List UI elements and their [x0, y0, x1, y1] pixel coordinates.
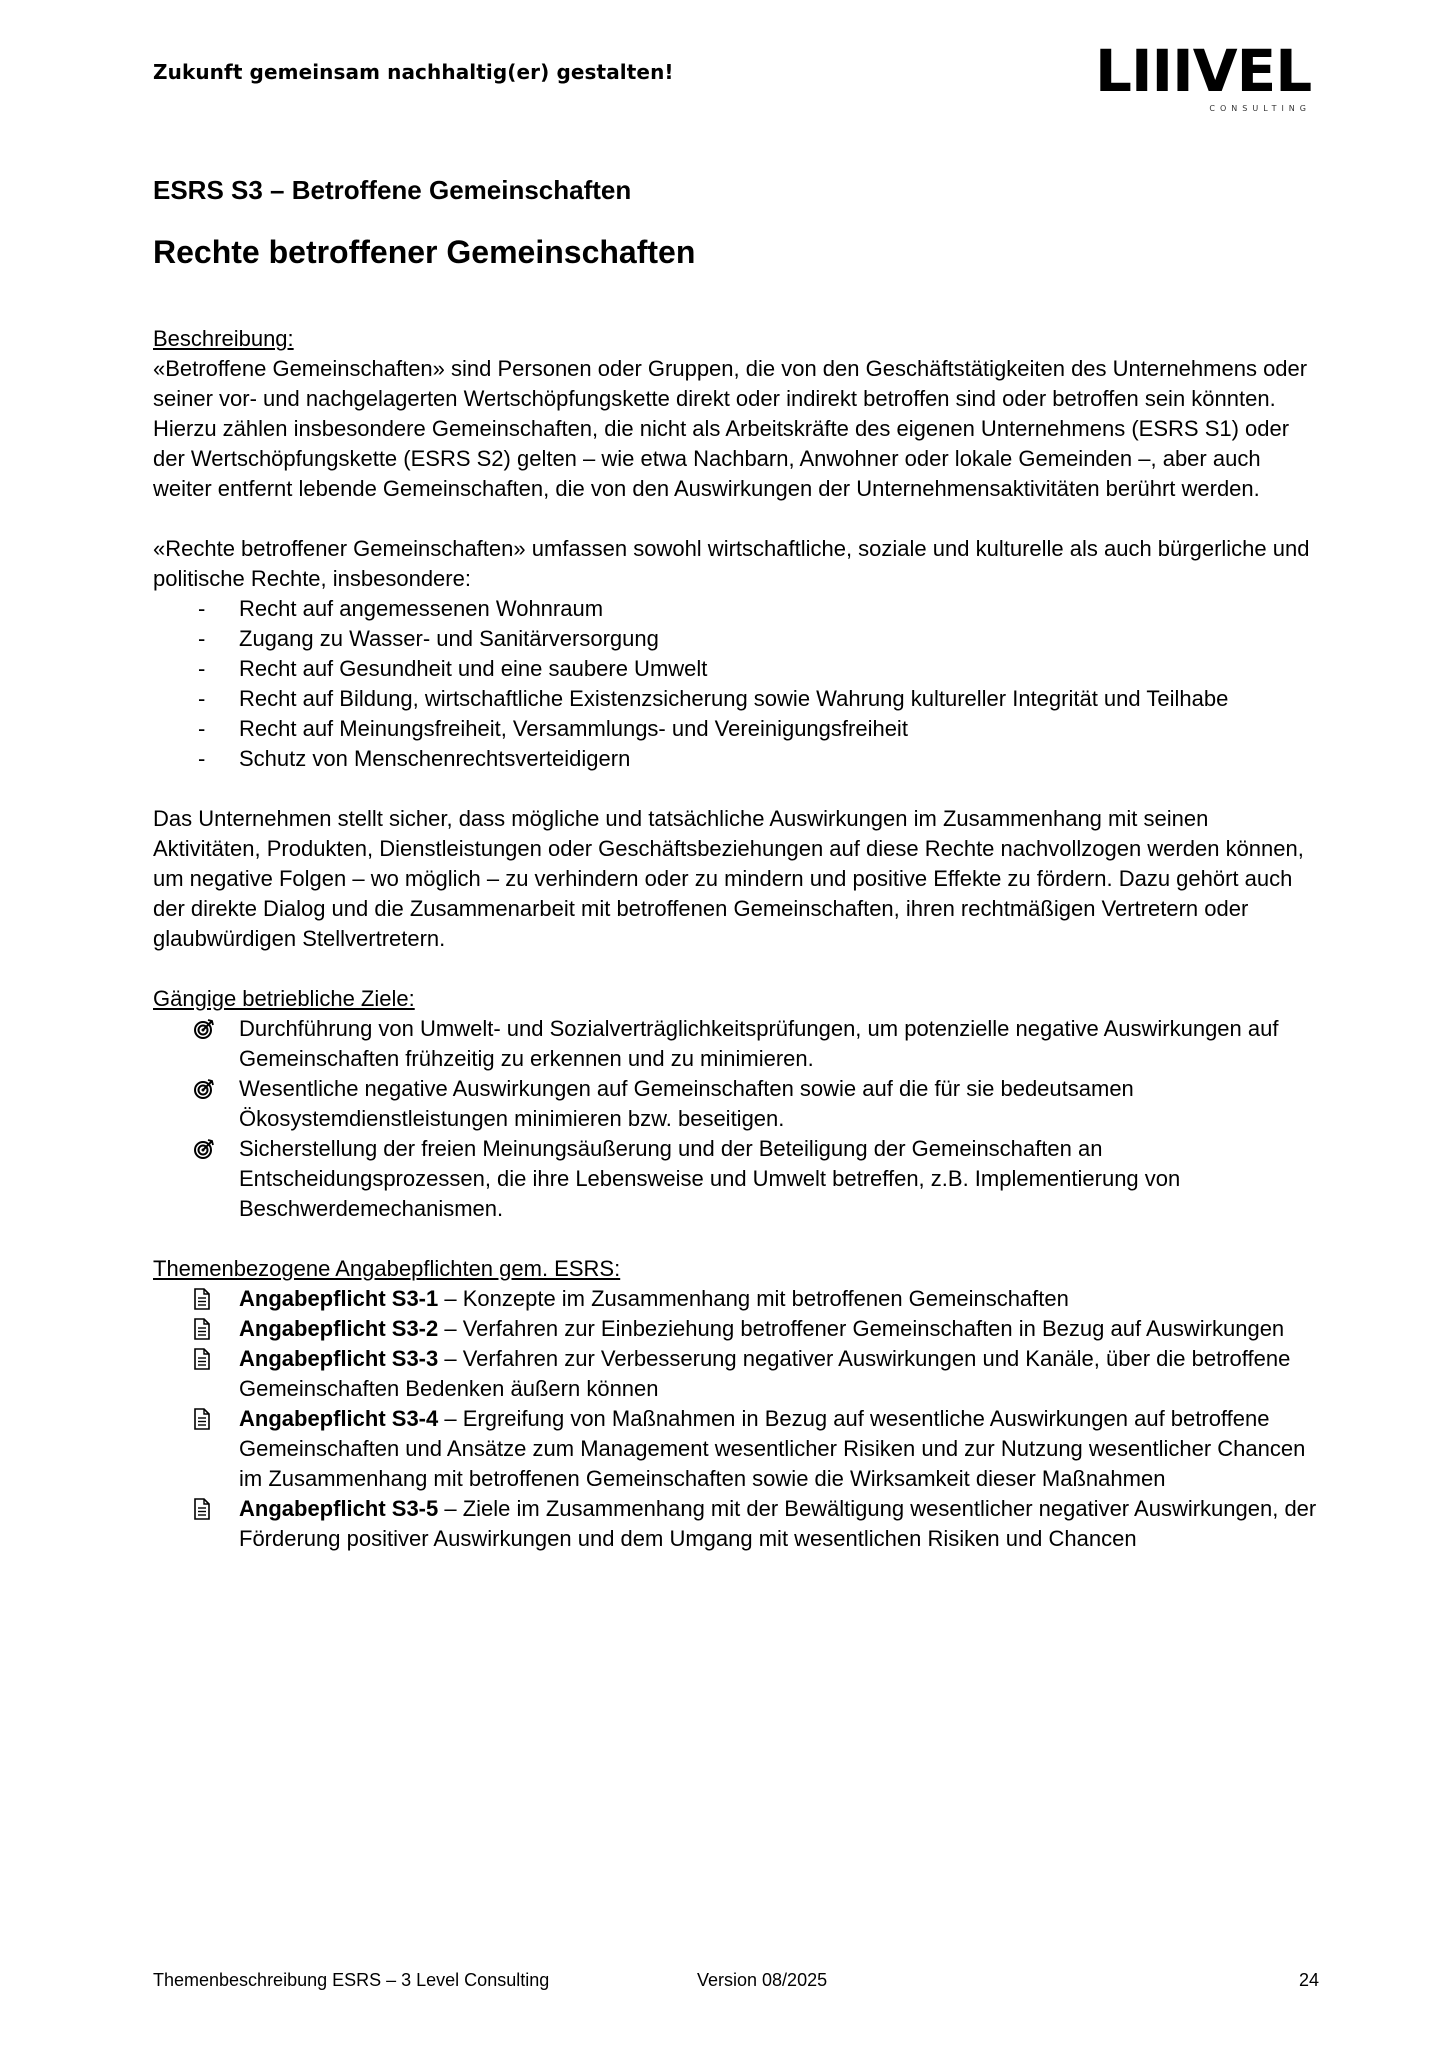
section-ziele [153, 984, 1318, 1224]
document-icon [193, 1408, 215, 1430]
section-heading-angabepflichten: Themenbezogene Angabepflichten gem. ESRS: [153, 1256, 621, 1281]
dash-bullet: - [198, 686, 206, 711]
paragraph-definition: «Betroffene Gemeinschaften» sind Personen oder Gruppen, die von den Geschäftstätigkeiten des Unternehmens oder seiner vor- und nachgelagerten Wertschöpfungskette direkt oder indirekt betroffen sind oder betroffen sein könnten. Hierzu zählen insbesondere Gemeinschaften, die nicht als Arbeitskräfte des eigenen Unternehmens (ESRS S1) oder der Wertschöpfungskette (ESRS S2) gelten – wie etwa Nachbarn, Anwohner oder lokale Gemeinden –, aber auch weiter entfernt lebende Gemeinschaften, die von den Auswirkungen der Unternehmensaktivitäten berührt werden. [153, 356, 1308, 501]
list-item: - Zugang zu Wasser- und Sanitärversorgung [153, 624, 1318, 654]
document-icon [193, 1288, 215, 1310]
list-item: Durchführung von Umwelt- und Sozialverträglichkeitsprüfungen, um potenzielle negative Auswirkungen auf Gemeinschaften frühzeitig zu erkennen und zu minimieren. [153, 1014, 1318, 1074]
company-logo [1095, 37, 1315, 120]
list-item: - Recht auf Gesundheit und eine saubere Umwelt [153, 654, 1318, 684]
rights-list [153, 594, 1318, 774]
list-item: - Recht auf Bildung, wirtschaftliche Existenzsicherung sowie Wahrung kultureller Integrität und Teilhabe [153, 684, 1318, 714]
dash-bullet: - [198, 656, 206, 681]
list-item: Angabepflicht S3-4 – Ergreifung von Maßnahmen in Bezug auf wesentliche Auswirkungen auf betroffene Gemeinschaften und Ansätze zum Management wesentlicher Risiken und zur Nutzung wesentlicher Chancen im Zusammenhang mit betroffenen Gemeinschaften sowie die Wirksamkeit dieser Maßnahmen [153, 1404, 1318, 1494]
list-item: Angabepflicht S3-5 – Ziele im Zusammenhang mit der Bewältigung wesentlicher negativer Auswirkungen, der Förderung positiver Auswirkungen und dem Umgang mit wesentlichen Risiken und Chancen [153, 1494, 1318, 1554]
dash-bullet: - [198, 626, 206, 651]
paragraph-company-commitment: Das Unternehmen stellt sicher, dass mögliche und tatsächliche Auswirkungen im Zusammenhang mit seinen Aktivitäten, Produkten, Dienstleistungen oder Geschäftsbeziehungen auf diese Rechte nachvollzogen werden können, um negative Folgen – wo möglich – zu verhindern oder zu mindern und positive Effekte zu fördern. Dazu gehört auch der direkte Dialog und die Zusammenarbeit mit betroffenen Gemeinschaften, ihren rechtmäßigen Vertretern oder glaubwürdigen Stellvertretern. [153, 806, 1304, 951]
list-item: Angabepflicht S3-1 – Konzepte im Zusammenhang mit betroffenen Gemeinschaften [153, 1284, 1318, 1314]
goals-list [153, 1014, 1318, 1224]
document-icon [193, 1318, 215, 1340]
list-item: Sicherstellung der freien Meinungsäußerung und der Beteiligung der Gemeinschaften an Entscheidungsprozessen, die ihre Lebensweise und Umwelt betreffen, z.B. Implementierung von Beschwerdemechanismen. [153, 1134, 1318, 1224]
section-beschreibung [153, 324, 1318, 954]
section-angabepflichten [153, 1254, 1318, 1554]
dash-bullet: - [198, 596, 206, 621]
footer-page-number: 24 [1298, 1970, 1319, 1990]
section-heading-ziele: Gängige betriebliche Ziele: [153, 986, 415, 1011]
dash-bullet: - [198, 746, 206, 771]
logo-subtitle: CONSULTING [1209, 104, 1311, 113]
document-icon [193, 1348, 215, 1370]
footer-document-name: Themenbeschreibung ESRS – 3 Level Consulting [153, 1970, 550, 1990]
target-icon [193, 1018, 215, 1040]
footer-version: Version 08/2025 [697, 1970, 828, 1990]
disclosures-list [153, 1284, 1318, 1554]
section-heading-beschreibung: Beschreibung: [153, 326, 294, 351]
logo-wordmark: LIIIVEL [1095, 37, 1312, 105]
document-title: ESRS S3 – Betroffene Gemeinschaften [153, 175, 632, 205]
document-subtitle: Rechte betroffener Gemeinschaften [153, 234, 696, 270]
list-item: Angabepflicht S3-3 – Verfahren zur Verbesserung negativer Auswirkungen und Kanäle, über die betroffene Gemeinschaften Bedenken äußern können [153, 1344, 1318, 1404]
list-item: - Schutz von Menschenrechtsverteidigern [153, 744, 1318, 774]
list-item: - Recht auf Meinungsfreiheit, Versammlungs- und Vereinigungsfreiheit [153, 714, 1318, 744]
list-item: Wesentliche negative Auswirkungen auf Gemeinschaften sowie auf die für sie bedeutsamen Ökosystemdienstleistungen minimieren bzw. beseitigen. [153, 1074, 1318, 1134]
list-item: - Recht auf angemessenen Wohnraum [153, 594, 1318, 624]
target-icon [193, 1078, 215, 1100]
list-item: Angabepflicht S3-2 – Verfahren zur Einbeziehung betroffener Gemeinschaften in Bezug auf Auswirkungen [153, 1314, 1318, 1344]
header-slogan: Zukunft gemeinsam nachhaltig(er) gestalten! [153, 60, 674, 84]
main-content [153, 172, 1318, 1554]
document-icon [193, 1498, 215, 1520]
paragraph-rights-intro: «Rechte betroffener Gemeinschaften» umfassen sowohl wirtschaftliche, soziale und kulturelle als auch bürgerliche und politische Rechte, insbesondere: [153, 536, 1310, 591]
target-icon [193, 1138, 215, 1160]
dash-bullet: - [198, 716, 206, 741]
